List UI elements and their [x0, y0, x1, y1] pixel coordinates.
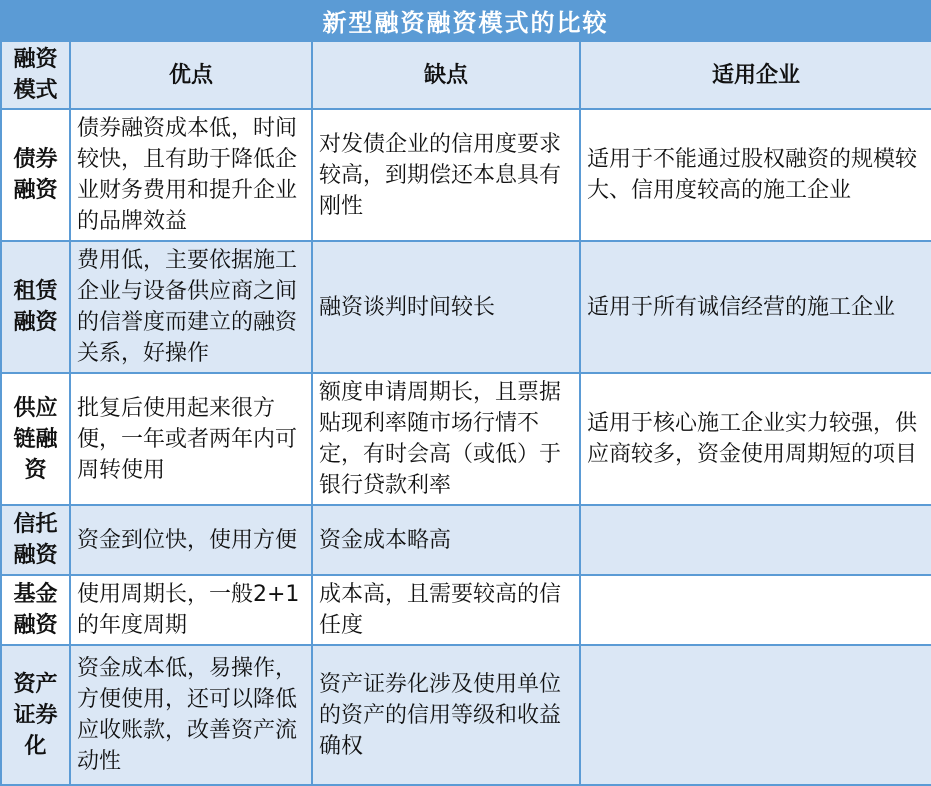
header-cons: 缺点: [312, 41, 580, 109]
row-pros: 资金到位快，使用方便: [70, 505, 312, 575]
row-pros: 债券融资成本低，时间较快，且有助于降低企业财务费用和提升企业的品牌效益: [70, 109, 312, 241]
table-row: [1, 575, 931, 645]
row-suitable: [580, 645, 931, 785]
row-cons: 对发债企业的信用度要求较高，到期偿还本息具有刚性: [312, 109, 580, 241]
row-pros: 使用周期长，一般2+1 的年度周期: [70, 575, 312, 645]
row-mode: 信托融资: [1, 505, 70, 575]
row-mode: 基金融资: [1, 575, 70, 645]
row-mode: 债券融资: [1, 109, 70, 241]
row-mode: 供应链融资: [1, 373, 70, 505]
table-row: [1, 373, 931, 505]
header-pros: 优点: [70, 41, 312, 109]
row-cons: 成本高，且需要较高的信任度: [312, 575, 580, 645]
row-mode: 租赁融资: [1, 241, 70, 373]
row-pros: 批复后使用起来很方便，一年或者两年内可周转使用: [70, 373, 312, 505]
row-suitable: [580, 575, 931, 645]
row-cons: 额度申请周期长，且票据贴现利率随市场行情不定，有时会高（或低）于银行贷款利率: [312, 373, 580, 505]
row-mode: 资产证券化: [1, 645, 70, 785]
row-cons: 融资谈判时间较长: [312, 241, 580, 373]
row-suitable: 适用于核心施工企业实力较强，供应商较多，资金使用周期短的项目: [580, 373, 931, 505]
header-suitable: 适用企业: [580, 41, 931, 109]
row-pros: 费用低，主要依据施工企业与设备供应商之间的信誉度而建立的融资关系，好操作: [70, 241, 312, 373]
row-cons: 资产证券化涉及使用单位的资产的信用等级和收益确权: [312, 645, 580, 785]
table-row: [1, 645, 931, 785]
table-title: 新型融资融资模式的比较: [0, 0, 931, 40]
row-cons: 资金成本略高: [312, 505, 580, 575]
header-row: [1, 41, 931, 109]
row-pros: 资金成本低，易操作，方便使用，还可以降低应收账款，改善资产流动性: [70, 645, 312, 785]
table-row: [1, 505, 931, 575]
row-suitable: 适用于所有诚信经营的施工企业: [580, 241, 931, 373]
table-row: [1, 109, 931, 241]
row-suitable: 适用于不能通过股权融资的规模较大、信用度较高的施工企业: [580, 109, 931, 241]
row-suitable: [580, 505, 931, 575]
comparison-table: [0, 40, 931, 786]
header-mode: 融资模式: [1, 41, 70, 109]
table-row: [1, 241, 931, 373]
